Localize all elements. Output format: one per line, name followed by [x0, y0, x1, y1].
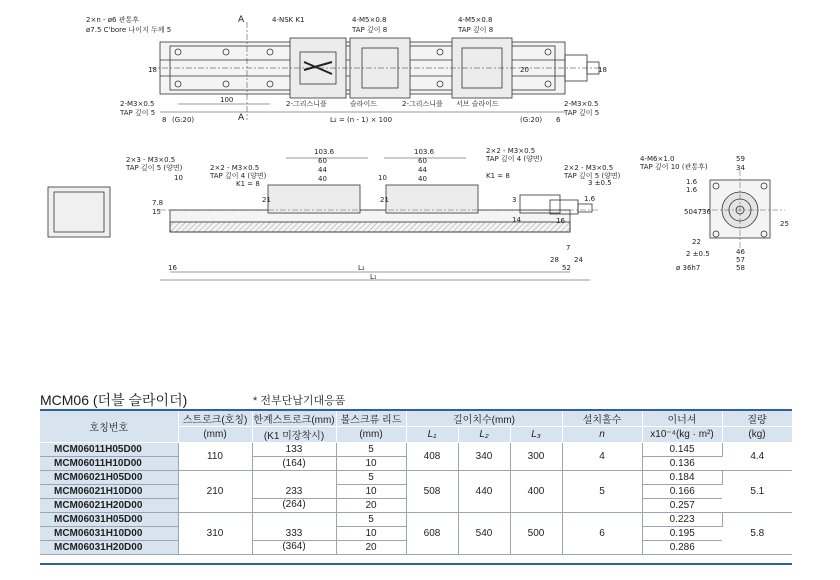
model-cell: MCM06031H10D00	[40, 527, 178, 541]
lead-cell: 10	[336, 457, 406, 471]
inertia-cell: 0.257	[642, 499, 722, 513]
spec-table	[40, 411, 793, 555]
bottom-rule	[40, 563, 792, 565]
svg-text:2-그리스니플: 2-그리스니플	[286, 100, 327, 108]
svg-text:4-NSK K1: 4-NSK K1	[272, 16, 305, 24]
svg-text:40: 40	[318, 175, 327, 183]
l1-cell: 608	[406, 513, 458, 555]
end-view-left	[48, 187, 110, 237]
hole-count-cell: 5	[562, 471, 642, 513]
lead-cell: 5	[336, 513, 406, 527]
stroke-cell: 310	[178, 513, 252, 555]
l3-cell: 300	[510, 443, 562, 471]
svg-text:L₂: L₂	[358, 264, 365, 272]
svg-text:16: 16	[556, 217, 565, 225]
header-lead-unit: (mm)	[336, 427, 406, 443]
inertia-cell: 0.136	[642, 457, 722, 471]
header-l3: L₃	[510, 427, 562, 443]
svg-text:TAP 깊이 4 (양면): TAP 깊이 4 (양면)	[486, 155, 543, 163]
svg-text:8: 8	[162, 116, 167, 124]
model-cell: MCM06011H10D00	[40, 457, 178, 471]
side-view	[700, 170, 785, 248]
l2-cell: 540	[458, 513, 510, 555]
svg-text:25: 25	[780, 220, 789, 228]
header-inertia: 이너셔	[642, 411, 722, 427]
header-limit-stroke: 한계스트로크(mm)	[252, 411, 336, 427]
l2-cell: 440	[458, 471, 510, 513]
svg-text:TAP 깊이 5 (양면): TAP 깊이 5 (양면)	[126, 164, 183, 172]
svg-text:50: 50	[684, 208, 693, 216]
svg-text:18: 18	[598, 66, 607, 74]
svg-text:2-M3×0.5: 2-M3×0.5	[564, 100, 599, 108]
svg-text:2-M3×0.5: 2-M3×0.5	[120, 100, 155, 108]
model-cell: MCM06021H20D00	[40, 499, 178, 513]
svg-text:36: 36	[702, 208, 711, 216]
table-row	[40, 471, 792, 485]
inertia-cell: 0.184	[642, 471, 722, 485]
lead-cell: 5	[336, 443, 406, 457]
svg-text:58: 58	[736, 264, 745, 272]
svg-text:34: 34	[736, 164, 745, 172]
limit-cell: 233	[252, 471, 336, 499]
svg-text:100: 100	[220, 96, 234, 104]
table-row	[40, 443, 792, 457]
inertia-cell: 0.166	[642, 485, 722, 499]
svg-text:서브 슬라이드: 서브 슬라이드	[456, 100, 499, 108]
svg-text:K1 = 8: K1 = 8	[236, 180, 260, 188]
svg-text:59: 59	[736, 155, 745, 163]
mass-cell: 5.8	[722, 513, 792, 555]
svg-text:24: 24	[574, 256, 583, 264]
svg-text:(G:20): (G:20)	[172, 116, 195, 124]
limit-cell: 133	[252, 443, 336, 457]
inertia-cell: 0.286	[642, 541, 722, 555]
svg-text:L₁: L₁	[370, 273, 377, 281]
mass-cell: 5.1	[722, 471, 792, 513]
model-cell: MCM06011H05D00	[40, 443, 178, 457]
stock-note: * 전부단납기대응품	[253, 395, 346, 407]
svg-text:A: A	[238, 113, 245, 123]
svg-text:TAP 깊이 10 (관통후): TAP 깊이 10 (관통후)	[640, 163, 708, 171]
svg-text:ø 36h7: ø 36h7	[676, 264, 701, 272]
limit-cell: 333	[252, 513, 336, 541]
header-mass: 질량	[722, 411, 792, 427]
page-title: MCM06 (더블 슬라이더)	[40, 392, 188, 408]
svg-text:21: 21	[262, 196, 271, 204]
header-inertia-unit: x10⁻⁴(kg · m²)	[642, 427, 722, 443]
svg-text:10: 10	[378, 174, 387, 182]
svg-text:46: 46	[736, 248, 745, 256]
stroke-cell: 210	[178, 471, 252, 513]
mass-cell: 4.4	[722, 443, 792, 471]
header-mass-unit: (kg)	[722, 427, 792, 443]
svg-text:TAP 깊이 8: TAP 깊이 8	[458, 26, 494, 34]
svg-text:18: 18	[148, 66, 157, 74]
inertia-cell: 0.223	[642, 513, 722, 527]
model-cell: MCM06021H05D00	[40, 471, 178, 485]
header-stroke-unit: (mm)	[178, 427, 252, 443]
svg-text:57: 57	[736, 256, 745, 264]
hole-count-cell: 4	[562, 443, 642, 471]
hole-count-cell: 6	[562, 513, 642, 555]
header-stroke: 스트로크(호칭)	[178, 411, 252, 427]
svg-text:7: 7	[566, 244, 571, 252]
svg-text:K1 = 8: K1 = 8	[486, 172, 510, 180]
l1-cell: 408	[406, 443, 458, 471]
svg-text:2×3 - M3×0.5: 2×3 - M3×0.5	[126, 156, 176, 164]
l3-cell: 400	[510, 471, 562, 513]
svg-text:(G:20): (G:20)	[520, 116, 543, 124]
svg-text:TAP 깊이 5: TAP 깊이 5	[120, 109, 156, 117]
lead-cell: 20	[336, 541, 406, 555]
svg-text:60: 60	[418, 157, 427, 165]
svg-text:슬라이드: 슬라이드	[350, 100, 378, 108]
l1-cell: 508	[406, 471, 458, 513]
header-l2: L₂	[458, 427, 510, 443]
svg-text:14: 14	[512, 216, 521, 224]
svg-text:2×2 - M3×0.5: 2×2 - M3×0.5	[486, 147, 536, 155]
svg-text:20: 20	[520, 66, 529, 74]
limit-cell: (164)	[252, 457, 336, 471]
svg-text:103.6: 103.6	[314, 148, 335, 156]
svg-text:4-M5×0.8: 4-M5×0.8	[352, 16, 387, 24]
header-lead: 볼스크류 리드	[336, 411, 406, 427]
svg-text:2×2 - M3×0.5: 2×2 - M3×0.5	[564, 164, 614, 172]
section-header	[38, 389, 798, 409]
svg-text:21: 21	[380, 196, 389, 204]
svg-text:7.8: 7.8	[152, 199, 164, 207]
svg-text:ø7.5 C'bore 나이지 두께 5: ø7.5 C'bore 나이지 두께 5	[86, 26, 172, 34]
svg-text:22: 22	[692, 238, 701, 246]
svg-text:16: 16	[168, 264, 177, 272]
svg-text:2×n - ø6 관통후: 2×n - ø6 관통후	[86, 16, 139, 24]
lead-cell: 10	[336, 527, 406, 541]
limit-cell: (364)	[252, 541, 336, 555]
svg-text:A: A	[238, 15, 245, 25]
lead-cell: 20	[336, 499, 406, 513]
header-hole-count-sub: n	[562, 427, 642, 443]
svg-text:TAP 깊이 5 (양면): TAP 깊이 5 (양면)	[564, 172, 621, 180]
table-row	[40, 513, 792, 527]
lead-cell: 5	[336, 471, 406, 485]
header-limit-sub: (K1 미장착시)	[252, 427, 336, 443]
svg-text:1.6: 1.6	[686, 178, 698, 186]
stroke-cell: 110	[178, 443, 252, 471]
svg-text:TAP 깊이 4 (양면): TAP 깊이 4 (양면)	[210, 172, 267, 180]
header-model: 호칭번호	[40, 411, 178, 443]
svg-text:28: 28	[550, 256, 559, 264]
inertia-cell: 0.195	[642, 527, 722, 541]
svg-text:103.6: 103.6	[414, 148, 435, 156]
svg-text:L₂ = (n - 1) × 100: L₂ = (n - 1) × 100	[330, 116, 393, 124]
inertia-cell: 0.145	[642, 443, 722, 457]
header-length: 길이치수(mm)	[406, 411, 562, 427]
svg-text:1.6: 1.6	[686, 186, 698, 194]
svg-text:15: 15	[152, 208, 161, 216]
svg-text:2×2 - M3×0.5: 2×2 - M3×0.5	[210, 164, 260, 172]
svg-text:TAP 깊이 5: TAP 깊이 5	[564, 109, 600, 117]
svg-text:47: 47	[693, 208, 702, 216]
svg-text:3 ±0.5: 3 ±0.5	[588, 179, 612, 187]
svg-text:3: 3	[512, 196, 517, 204]
svg-text:2 ±0.5: 2 ±0.5	[686, 250, 710, 258]
limit-cell: (264)	[252, 499, 336, 513]
model-cell: MCM06021H10D00	[40, 485, 178, 499]
model-cell: MCM06031H20D00	[40, 541, 178, 555]
svg-text:6: 6	[556, 116, 561, 124]
svg-text:44: 44	[318, 166, 327, 174]
svg-text:40: 40	[418, 175, 427, 183]
l3-cell: 500	[510, 513, 562, 555]
svg-text:2-그리스니플: 2-그리스니플	[402, 100, 443, 108]
svg-text:4-M5×0.8: 4-M5×0.8	[458, 16, 493, 24]
svg-text:1.6: 1.6	[584, 195, 596, 203]
header-hole-count: 설치홀수	[562, 411, 642, 427]
svg-text:4-M6×1.0: 4-M6×1.0	[640, 155, 675, 163]
svg-text:TAP 깊이 8: TAP 깊이 8	[352, 26, 388, 34]
svg-text:10: 10	[174, 174, 183, 182]
l2-cell: 340	[458, 443, 510, 471]
svg-text:52: 52	[562, 264, 571, 272]
svg-text:60: 60	[318, 157, 327, 165]
model-cell: MCM06031H05D00	[40, 513, 178, 527]
header-l1: L₁	[406, 427, 458, 443]
svg-text:44: 44	[418, 166, 427, 174]
lead-cell: 10	[336, 485, 406, 499]
